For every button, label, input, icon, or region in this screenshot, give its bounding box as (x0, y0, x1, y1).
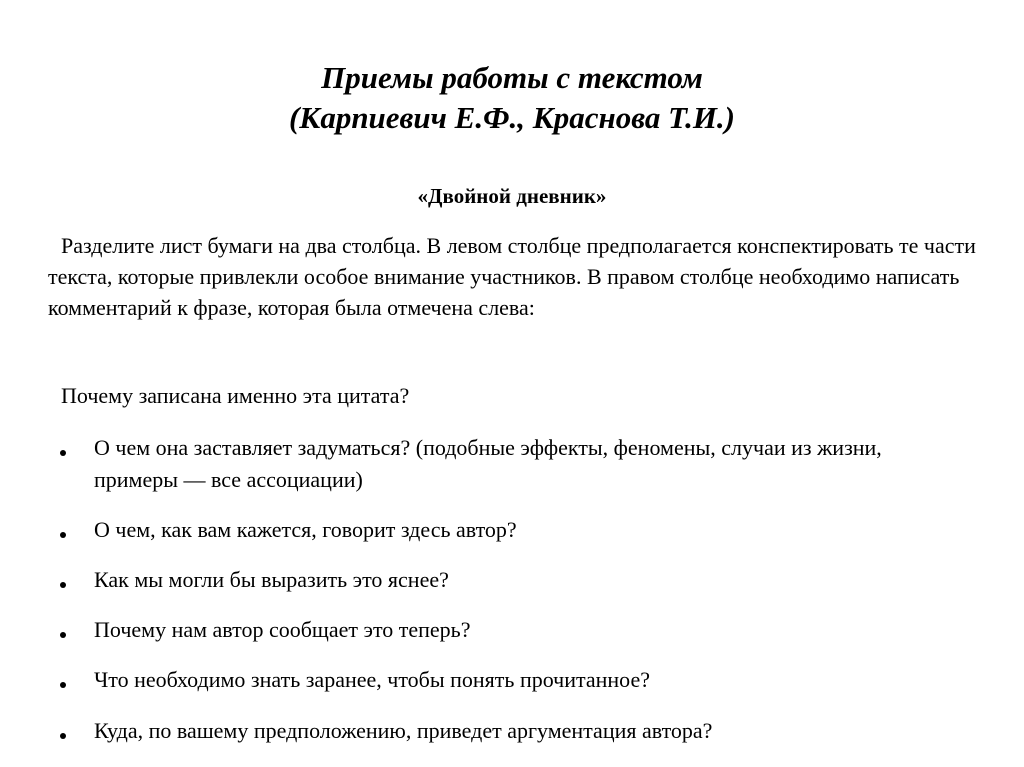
list-item-text: О чем, как вам кажется, говорит здесь автор? (94, 517, 517, 542)
slide-title-line-2: (Карпиевич Е.Ф., Краснова Т.И.) (288, 100, 736, 135)
slide-title-line-1: Приемы работы с текстом (321, 60, 703, 95)
bullet-dot-icon (60, 582, 66, 588)
slide-subtitle: «Двойной дневник» (417, 184, 607, 208)
list-item-text: Куда, по вашему предположению, приведет аргументация автора? (94, 718, 713, 743)
list-item-text: Что необходимо знать заранее, чтобы понять прочитанное? (94, 667, 650, 692)
list-item-text: О чем она заставляет задуматься? (подобные эффекты, феномены, случаи из жизни, примеры — все ассоциации) (94, 435, 882, 492)
question-lead: Почему записана именно эта цитата? (61, 383, 410, 408)
instruction-paragraph-text: Разделите лист бумаги на два столбца. В левом столбце предполагается конспектировать те части текста, которые привлекли особое внимание участников. В правом столбце необходимо написать комментарий к фразе, которая была отмечена слева: (48, 233, 976, 320)
bullet-dot-icon (60, 450, 66, 456)
bullet-dot-icon (60, 632, 66, 638)
list-item-text: Почему нам автор сообщает это теперь? (94, 617, 471, 642)
bullet-dot-icon (60, 682, 66, 688)
bullet-dot-icon (60, 532, 66, 538)
bullet-dot-icon (60, 733, 66, 739)
list-item-text: Как мы могли бы выразить это яснее? (94, 567, 449, 592)
instruction-paragraph (48, 230, 988, 323)
